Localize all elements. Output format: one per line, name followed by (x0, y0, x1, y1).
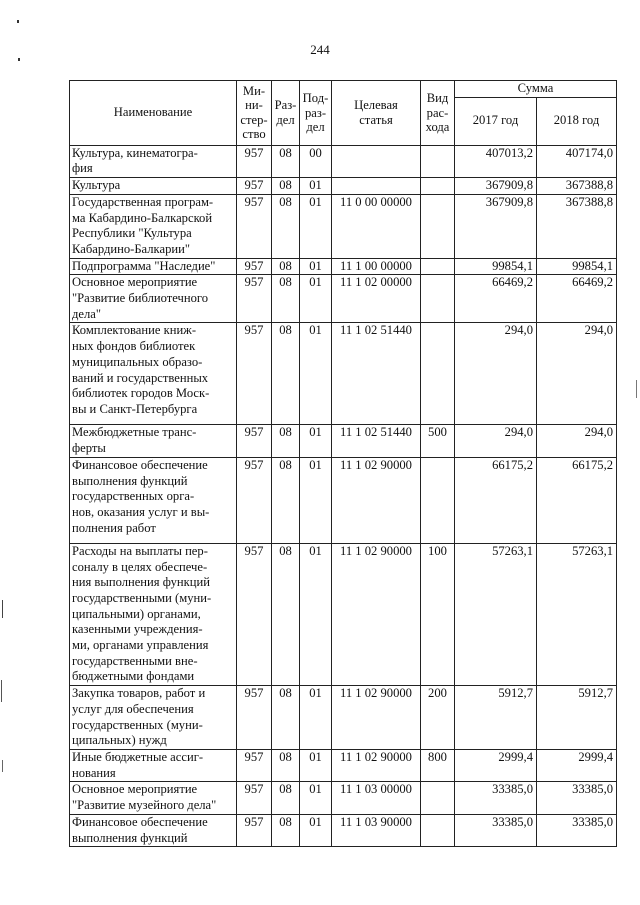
row-sum-2017-cell: 5912,7 (455, 686, 537, 750)
row-name-cell: Расходы на выплаты пер- соналу в целях обеспече- ния выполнения функций государственными (муни- ципальными) органами, казенными учреждения- ми, органами управления государственными вне- бюджетными фондами (70, 543, 237, 685)
header-section-text: Раз- дел (274, 98, 297, 127)
table-row (70, 686, 617, 750)
row-ministry-cell: 957 (237, 782, 272, 814)
row-sum-2018-cell: 5912,7 (537, 686, 617, 750)
row-section-cell: 08 (272, 686, 300, 750)
row-subsection-cell: 00 (300, 145, 332, 177)
table-row (70, 543, 617, 685)
row-ministry-cell: 957 (237, 543, 272, 685)
row-expense-type-cell (421, 323, 455, 425)
row-section-cell: 08 (272, 782, 300, 814)
row-sum-2017-cell: 33385,0 (455, 782, 537, 814)
row-sum-2017-cell: 66469,2 (455, 275, 537, 323)
row-subsection-cell: 01 (300, 457, 332, 543)
row-sum-2018-cell: 57263,1 (537, 543, 617, 685)
row-ministry-cell: 957 (237, 425, 272, 457)
row-name-cell: Комплектование книж- ных фондов библиотек муниципальных образо- ваний и государственных библиотек городов Моск- вы и Санкт-Петербурга (70, 323, 237, 425)
row-name-cell: Государственная програм- ма Кабардино-Балкарской Республики "Культура Кабардино-Балкарии" (70, 194, 237, 258)
header-target-article (332, 81, 421, 146)
table-row (70, 145, 617, 177)
row-subsection-cell: 01 (300, 782, 332, 814)
header-ministry-text: Ми- ни- стер- ство (240, 83, 268, 142)
row-expense-type-cell (421, 457, 455, 543)
row-section-cell: 08 (272, 275, 300, 323)
row-article-cell: 11 1 03 90000 (332, 814, 421, 846)
row-section-cell: 08 (272, 749, 300, 781)
table-row (70, 457, 617, 543)
row-sum-2017-cell: 33385,0 (455, 814, 537, 846)
table-row (70, 194, 617, 258)
table-row (70, 425, 617, 457)
row-subsection-cell: 01 (300, 814, 332, 846)
row-subsection-cell: 01 (300, 178, 332, 195)
row-sum-2017-cell: 367909,8 (455, 194, 537, 258)
row-article-cell: 11 1 02 00000 (332, 275, 421, 323)
header-ministry (237, 81, 272, 146)
row-article-cell: 11 1 02 90000 (332, 749, 421, 781)
row-sum-2018-cell: 294,0 (537, 425, 617, 457)
row-name-cell: Подпрограмма "Наследие" (70, 258, 237, 275)
row-ministry-cell: 957 (237, 178, 272, 195)
row-section-cell: 08 (272, 425, 300, 457)
row-article-cell: 11 1 02 90000 (332, 543, 421, 685)
row-sum-2017-cell: 99854,1 (455, 258, 537, 275)
table-row (70, 814, 617, 846)
row-ministry-cell: 957 (237, 457, 272, 543)
row-expense-type-cell (421, 275, 455, 323)
row-subsection-cell: 01 (300, 275, 332, 323)
row-article-cell: 11 0 00 00000 (332, 194, 421, 258)
row-ministry-cell: 957 (237, 275, 272, 323)
row-expense-type-cell: 100 (421, 543, 455, 685)
row-sum-2018-cell: 33385,0 (537, 782, 617, 814)
row-subsection-cell: 01 (300, 543, 332, 685)
row-ministry-cell: 957 (237, 258, 272, 275)
row-expense-type-cell (421, 194, 455, 258)
row-expense-type-cell: 500 (421, 425, 455, 457)
table-row (70, 275, 617, 323)
row-sum-2018-cell: 407174,0 (537, 145, 617, 177)
row-section-cell: 08 (272, 814, 300, 846)
row-section-cell: 08 (272, 323, 300, 425)
row-section-cell: 08 (272, 194, 300, 258)
row-sum-2017-cell: 367909,8 (455, 178, 537, 195)
table-row (70, 749, 617, 781)
row-sum-2018-cell: 367388,8 (537, 178, 617, 195)
table-body (70, 145, 617, 847)
row-name-cell: Основное мероприятие "Развитие библиотечного дела" (70, 275, 237, 323)
row-sum-2018-cell: 66175,2 (537, 457, 617, 543)
row-name-cell: Финансовое обеспечение выполнения функций (70, 814, 237, 846)
table-row (70, 258, 617, 275)
table-row (70, 178, 617, 195)
row-expense-type-cell (421, 814, 455, 846)
row-sum-2018-cell: 66469,2 (537, 275, 617, 323)
row-expense-type-cell (421, 258, 455, 275)
row-ministry-cell: 957 (237, 194, 272, 258)
row-sum-2018-cell: 294,0 (537, 323, 617, 425)
row-sum-2018-cell: 33385,0 (537, 814, 617, 846)
row-sum-2017-cell: 407013,2 (455, 145, 537, 177)
table-row (70, 323, 617, 425)
row-ministry-cell: 957 (237, 814, 272, 846)
header-target-article-text: Целевая статья (354, 98, 398, 127)
table-row (70, 782, 617, 814)
row-article-cell (332, 178, 421, 195)
header-year-2017: 2017 год (455, 97, 537, 145)
row-name-cell: Закупка товаров, работ и услуг для обеспечения государственных (муни- ципальных) нужд (70, 686, 237, 750)
row-expense-type-cell (421, 782, 455, 814)
row-subsection-cell: 01 (300, 686, 332, 750)
row-section-cell: 08 (272, 457, 300, 543)
row-name-cell: Культура (70, 178, 237, 195)
row-name-cell: Основное мероприятие "Развитие музейного дела" (70, 782, 237, 814)
row-subsection-cell: 01 (300, 194, 332, 258)
header-subsection (300, 81, 332, 146)
row-subsection-cell: 01 (300, 323, 332, 425)
row-article-cell: 11 1 02 90000 (332, 686, 421, 750)
row-article-cell: 11 1 03 00000 (332, 782, 421, 814)
row-sum-2017-cell: 294,0 (455, 425, 537, 457)
header-name: Наименование (70, 81, 237, 146)
row-ministry-cell: 957 (237, 323, 272, 425)
row-article-cell (332, 145, 421, 177)
row-subsection-cell: 01 (300, 258, 332, 275)
row-section-cell: 08 (272, 258, 300, 275)
row-sum-2018-cell: 2999,4 (537, 749, 617, 781)
row-sum-2017-cell: 294,0 (455, 323, 537, 425)
row-name-cell: Финансовое обеспечение выполнения функций государственных орга- нов, оказания услуг и вы- полнения работ (70, 457, 237, 543)
header-sum: Сумма (455, 81, 617, 98)
header-subsection-text: Под- раз- дел (302, 91, 329, 135)
row-expense-type-cell: 200 (421, 686, 455, 750)
row-sum-2018-cell: 99854,1 (537, 258, 617, 275)
row-article-cell: 11 1 02 51440 (332, 323, 421, 425)
budget-table (69, 80, 617, 847)
row-article-cell: 11 1 02 90000 (332, 457, 421, 543)
header-expense-type (421, 81, 455, 146)
row-sum-2017-cell: 2999,4 (455, 749, 537, 781)
row-ministry-cell: 957 (237, 145, 272, 177)
row-sum-2018-cell: 367388,8 (537, 194, 617, 258)
row-subsection-cell: 01 (300, 749, 332, 781)
row-name-cell: Межбюджетные транс- ферты (70, 425, 237, 457)
header-year-2018: 2018 год (537, 97, 617, 145)
row-name-cell: Иные бюджетные ассиг- нования (70, 749, 237, 781)
row-expense-type-cell: 800 (421, 749, 455, 781)
row-sum-2017-cell: 66175,2 (455, 457, 537, 543)
row-name-cell: Культура, кинематогра- фия (70, 145, 237, 177)
header-expense-type-text: Вид рас- хода (425, 91, 450, 135)
table-header-row (70, 81, 617, 98)
row-expense-type-cell (421, 178, 455, 195)
row-subsection-cell: 01 (300, 425, 332, 457)
row-sum-2017-cell: 57263,1 (455, 543, 537, 685)
header-section (272, 81, 300, 146)
row-section-cell: 08 (272, 145, 300, 177)
row-section-cell: 08 (272, 543, 300, 685)
row-section-cell: 08 (272, 178, 300, 195)
row-expense-type-cell (421, 145, 455, 177)
row-article-cell: 11 1 02 51440 (332, 425, 421, 457)
page-number: 244 (310, 42, 330, 57)
row-article-cell: 11 1 00 00000 (332, 258, 421, 275)
row-ministry-cell: 957 (237, 749, 272, 781)
row-ministry-cell: 957 (237, 686, 272, 750)
